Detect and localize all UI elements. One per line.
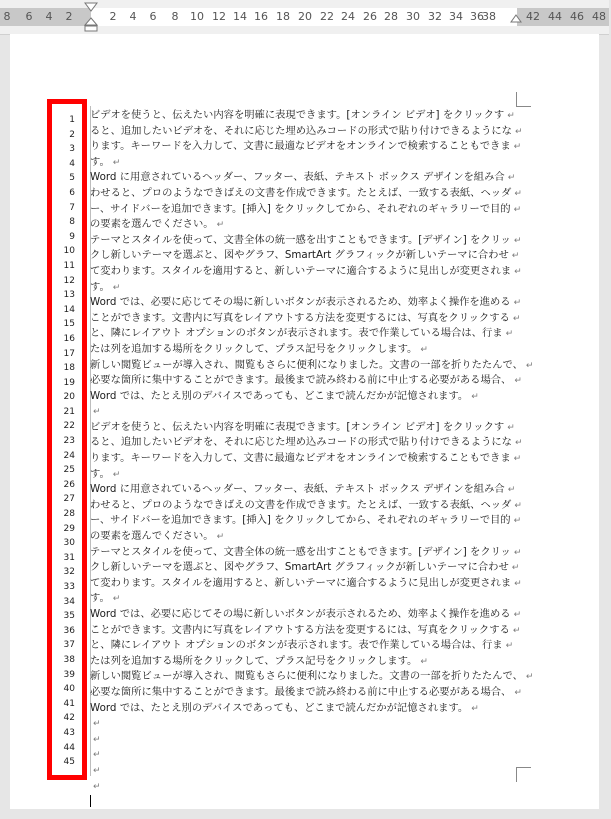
document-line[interactable]	[90, 139, 520, 155]
line-number: 41	[63, 698, 75, 709]
line-number: 44	[63, 742, 75, 753]
document-line[interactable]	[90, 701, 520, 717]
document-line-text: Word に用意されているヘッダー、フッター、表紙、テキスト ボックス デザインを組み合	[90, 483, 505, 496]
line-number: 17	[63, 348, 75, 359]
document-line[interactable]	[90, 280, 520, 296]
ruler-tick-label: 26	[363, 10, 377, 23]
paragraph-mark-icon: ↵	[471, 703, 479, 714]
document-line-text: ことができます。文書内に写真をレイアウトする方法を変更するには、写真をクリックする	[90, 311, 510, 324]
ruler-tick-label: 30	[406, 10, 420, 23]
document-line-text: テーマとスタイルを使って、文書全体の統一感を出すこともできます。[デザイン] をクリッ	[90, 545, 511, 558]
line-number: 36	[63, 625, 75, 636]
document-line-text: Word では、必要に応じてその場に新しいボタンが表示されるため、効率よく操作を進める	[90, 608, 511, 620]
document-line-text: 必要な箇所に集中することができます。最後まで読み終わる前に中止する必要がある場合、	[90, 685, 512, 698]
paragraph-mark-icon: ↵	[512, 313, 521, 324]
paragraph-mark-icon: ↵	[511, 563, 520, 574]
ruler-tick-label: 42	[526, 10, 540, 23]
document-page[interactable]	[10, 34, 599, 809]
document-line[interactable]	[90, 186, 520, 202]
line-number: 33	[63, 582, 75, 592]
document-line-text: て変わります。スタイルを適用すると、新しいテーマに適合するように見出しが変更されま	[90, 576, 512, 589]
document-line-text: ると、追加したいビデオを、それに応じた埋め込みコードの形式で貼り付けできるようにな	[90, 436, 512, 449]
document-line[interactable]	[90, 264, 520, 280]
document-line-text: わせると、プロのようなできばえの文書を作成できます。たとえば、一致する表紙、ヘッダ	[90, 498, 512, 511]
document-line-text: ります。キーワードを入力して、文書に最適なビデオをオンラインで検索することもできま	[90, 140, 511, 153]
document-line[interactable]	[90, 638, 520, 654]
ruler-tick-label: 16	[254, 10, 268, 23]
ruler-tick-label: 24	[341, 10, 355, 23]
line-number: 24	[63, 450, 75, 461]
paragraph-mark-icon: ↵	[93, 734, 101, 745]
ruler-tick-label: 18	[276, 10, 290, 23]
document-line[interactable]	[90, 607, 520, 623]
line-number: 25	[63, 465, 75, 476]
ruler-tick-label: 22	[320, 10, 334, 23]
line-number: 2	[69, 129, 75, 140]
document-line[interactable]	[90, 669, 534, 685]
line-number: 35	[63, 611, 75, 622]
document-line-text: Word では、たとえ別のデバイスであっても、どこまで読んだかが記憶されます。	[90, 389, 469, 402]
document-line-text: と、隣にレイアウト オプションのボタンが表示されます。表で作業している場合は、行ま	[90, 639, 503, 652]
paragraph-mark-icon: ↵	[112, 157, 121, 168]
document-line-text: 必要な箇所に集中することができます。最後まで読み終わる前に中止する必要がある場合、	[90, 374, 512, 387]
text-cursor	[90, 795, 91, 807]
paragraph-mark-icon: ↵	[525, 672, 534, 683]
document-line[interactable]	[90, 170, 520, 186]
document-line[interactable]	[90, 124, 523, 140]
paragraph-mark-icon: ↵	[505, 329, 514, 340]
line-number: 3	[69, 144, 75, 155]
line-number: 45	[63, 757, 75, 768]
document-line[interactable]	[90, 451, 520, 467]
document-line[interactable]	[90, 404, 520, 420]
horizontal-ruler[interactable]	[0, 0, 609, 35]
document-line-text: ると、追加したいビデオを、それに応じた埋め込みコードの形式で貼り付けできるようにな	[90, 124, 512, 137]
document-line-text: Word に用意されているヘッダー、フッター、表紙、テキスト ボックス デザインを組み合	[90, 171, 505, 184]
document-line[interactable]	[90, 716, 520, 732]
document-line-text: Word では、必要に応じてその場に新しいボタンが表示されるため、効率よく操作を進める	[90, 296, 511, 309]
paragraph-mark-icon: ↵	[514, 438, 523, 449]
line-number: 4	[69, 158, 75, 169]
document-line-text: の要素を選んでください。	[90, 530, 214, 543]
line-number: 12	[63, 275, 75, 286]
document-line-text: す。	[90, 467, 110, 480]
line-number: 1	[69, 115, 75, 125]
paragraph-mark-icon: ↵	[514, 500, 522, 511]
paragraph-mark-icon: ↵	[513, 454, 522, 465]
paragraph-mark-icon: ↵	[513, 204, 522, 215]
document-line[interactable]	[90, 295, 520, 311]
paragraph-mark-icon: ↵	[216, 532, 225, 543]
ruler-tick-label: 44	[548, 10, 562, 23]
ruler-tick-label: 2	[65, 10, 73, 23]
line-number-column	[52, 113, 82, 770]
document-line[interactable]	[90, 498, 520, 514]
ruler-tick-label: 2	[109, 10, 117, 23]
document-line-text: ビデオを使うと、伝えたい内容を明確に表現できます。[オンライン ビデオ] をクリックす	[90, 109, 505, 121]
document-line-text: ビデオを使うと、伝えたい内容を明確に表現できます。[オンライン ビデオ] をクリックす	[90, 420, 505, 433]
document-line-text: わせると、プロのようなできばえの文書を作成できます。たとえば、一致する表紙、ヘッダ	[90, 186, 512, 199]
document-line[interactable]	[90, 529, 520, 545]
line-number: 42	[63, 713, 75, 724]
document-line-text: 新しい閲覧ビューが導入され、閲覧もさらに便利になりました。文書の一部を折りたたんで、	[90, 670, 523, 683]
document-line[interactable]	[90, 248, 520, 264]
right-indent-marker[interactable]	[510, 14, 522, 28]
document-line[interactable]	[90, 685, 520, 701]
document-line[interactable]	[90, 779, 520, 795]
document-line-text: ー、サイドバーを追加できます。[挿入] をクリックしてから、それぞれのギャラリーで目的	[90, 514, 511, 527]
crop-mark-top-right	[516, 92, 531, 107]
line-number: 9	[69, 231, 75, 242]
line-number: 23	[63, 436, 75, 447]
ruler-tick-label: 46	[570, 10, 584, 23]
ruler-tick-label: 14	[233, 10, 247, 23]
paragraph-mark-icon: ↵	[514, 687, 522, 698]
paragraph-mark-icon: ↵	[514, 578, 522, 589]
line-number-highlight-box	[47, 99, 87, 780]
ruler-tick-label: 8	[3, 10, 11, 23]
paragraph-mark-icon: ↵	[514, 376, 522, 387]
document-line-text: す。	[90, 592, 110, 605]
document-line[interactable]	[90, 576, 520, 592]
line-number: 6	[69, 187, 75, 198]
paragraph-mark-icon: ↵	[513, 298, 522, 309]
document-line[interactable]	[90, 794, 520, 809]
line-number: 34	[63, 596, 75, 607]
line-number: 11	[63, 260, 75, 271]
paragraph-mark-icon: ↵	[216, 220, 225, 231]
paragraph-mark-icon: ↵	[513, 235, 522, 246]
document-line-text: ことができます。文書内に写真をレイアウトする方法を変更するには、写真をクリックする	[90, 623, 510, 636]
document-line[interactable]	[90, 420, 520, 436]
line-number: 8	[69, 217, 75, 228]
paragraph-mark-icon: ↵	[93, 781, 101, 792]
paragraph-mark-icon: ↵	[93, 765, 101, 776]
first-line-indent-marker[interactable]	[84, 2, 98, 32]
line-number: 32	[63, 567, 75, 578]
document-line-text: の要素を選んでください。	[90, 218, 214, 231]
ruler-tick-label: 36	[470, 10, 484, 23]
document-line[interactable]	[90, 654, 520, 670]
line-number: 43	[63, 727, 75, 738]
document-line[interactable]	[90, 217, 520, 233]
document-line[interactable]	[90, 747, 520, 763]
document-line-text: クし新しいテーマを選ぶと、図やグラフ、SmartArt グラフィックが新しいテーマに合わせ	[90, 561, 509, 574]
ruler-tick-label: 20	[298, 10, 312, 23]
document-body-text[interactable]	[90, 108, 534, 809]
document-line[interactable]	[90, 155, 520, 171]
document-line-text: Word では、たとえ別のデバイスであっても、どこまで読んだかが記憶されます。	[90, 701, 469, 714]
paragraph-mark-icon: ↵	[112, 282, 121, 293]
ruler-tick-label: 4	[129, 10, 137, 23]
document-line[interactable]	[90, 591, 520, 607]
line-number: 31	[63, 552, 75, 563]
line-number: 22	[63, 421, 75, 432]
line-number: 27	[63, 494, 75, 505]
paragraph-mark-icon: ↵	[512, 625, 521, 636]
document-line-text: たは列を追加する場所をクリックして、プラス記号をクリックします。	[90, 654, 418, 667]
paragraph-mark-icon: ↵	[525, 360, 534, 371]
paragraph-mark-icon: ↵	[514, 266, 522, 277]
ruler-tick-label: 8	[171, 10, 179, 23]
paragraph-mark-icon: ↵	[514, 188, 522, 199]
document-line-text: クし新しいテーマを選ぶと、図やグラフ、SmartArt グラフィックが新しいテーマに合わせ	[90, 249, 509, 262]
line-number: 28	[63, 509, 75, 520]
paragraph-mark-icon: ↵	[513, 142, 522, 153]
ruler-tick-label: 32	[428, 10, 442, 23]
line-number: 10	[63, 246, 75, 257]
document-line[interactable]	[90, 435, 523, 451]
line-number: 16	[63, 333, 75, 344]
paragraph-mark-icon: ↵	[507, 485, 516, 496]
line-number: 20	[63, 392, 75, 403]
document-line-text: テーマとスタイルを使って、文書全体の統一感を出すこともできます。[デザイン] をクリッ	[90, 233, 511, 246]
document-line[interactable]	[90, 108, 520, 124]
document-line[interactable]	[90, 560, 520, 576]
line-number: 19	[63, 377, 75, 388]
document-line[interactable]	[90, 233, 520, 249]
ruler-tick-label: 34	[449, 10, 463, 23]
document-line-text: ります。キーワードを入力して、文書に最適なビデオをオンラインで検索することもできま	[90, 452, 511, 465]
document-line[interactable]	[90, 482, 520, 498]
line-number: 5	[69, 173, 75, 184]
document-line[interactable]	[90, 202, 520, 218]
paragraph-mark-icon: ↵	[507, 173, 516, 184]
paragraph-mark-icon: ↵	[511, 251, 520, 262]
document-line[interactable]	[90, 373, 520, 389]
paragraph-mark-icon: ↵	[420, 344, 428, 355]
paragraph-mark-icon: ↵	[471, 391, 479, 402]
line-number: 30	[63, 538, 75, 549]
paragraph-mark-icon: ↵	[507, 111, 515, 121]
document-line[interactable]	[90, 467, 520, 483]
paragraph-mark-icon: ↵	[420, 656, 428, 667]
ruler-tick-label: 28	[384, 10, 398, 23]
document-line[interactable]	[90, 763, 520, 779]
line-number: 39	[63, 669, 75, 680]
document-line-text: 新しい閲覧ビューが導入され、閲覧もさらに便利になりました。文書の一部を折りたたんで、	[90, 358, 523, 371]
paragraph-mark-icon: ↵	[507, 422, 515, 433]
ruler-tick-label: 48	[592, 10, 606, 23]
document-line-text: ー、サイドバーを追加できます。[挿入] をクリックしてから、それぞれのギャラリーで目的	[90, 202, 511, 215]
document-line[interactable]	[90, 545, 520, 561]
paragraph-mark-icon: ↵	[513, 547, 522, 558]
document-line-text: と、隣にレイアウト オプションのボタンが表示されます。表で作業している場合は、行ま	[90, 327, 503, 340]
line-number: 14	[63, 304, 75, 315]
line-number: 38	[63, 654, 75, 665]
paragraph-mark-icon: ↵	[513, 610, 522, 620]
ruler-tick-label: 4	[45, 10, 53, 23]
ruler-tick-label: 38	[482, 10, 496, 23]
paragraph-mark-icon: ↵	[513, 516, 522, 527]
line-number: 29	[63, 523, 75, 534]
paragraph-mark-icon: ↵	[112, 469, 121, 480]
paragraph-mark-icon: ↵	[93, 750, 101, 761]
document-line-text: す。	[90, 280, 110, 293]
document-line[interactable]	[90, 311, 520, 327]
document-line-text: て変わります。スタイルを適用すると、新しいテーマに適合するように見出しが変更されま	[90, 264, 512, 277]
line-number: 21	[63, 406, 75, 417]
ruler-tick-label: 6	[25, 10, 33, 23]
document-line-text: たは列を追加する場所をクリックして、プラス記号をクリックします。	[90, 342, 418, 355]
paragraph-mark-icon: ↵	[112, 594, 121, 605]
paragraph-mark-icon: ↵	[505, 641, 514, 652]
document-line[interactable]	[90, 513, 520, 529]
ruler-tick-label: 6	[149, 10, 157, 23]
paragraph-mark-icon: ↵	[514, 126, 523, 137]
document-line[interactable]	[90, 342, 520, 358]
line-number: 7	[69, 202, 75, 213]
document-line[interactable]	[90, 732, 520, 748]
ruler-tick-label: 12	[212, 10, 226, 23]
line-number: 15	[63, 319, 75, 330]
document-line-text: す。	[90, 155, 110, 168]
line-number: 26	[63, 479, 75, 490]
line-number: 37	[63, 640, 75, 651]
document-line[interactable]	[90, 326, 520, 342]
document-line[interactable]	[90, 389, 520, 405]
document-line[interactable]	[90, 358, 534, 374]
ruler-tick-label: 10	[190, 10, 204, 23]
line-number: 40	[63, 684, 75, 695]
paragraph-mark-icon: ↵	[93, 407, 101, 418]
document-line[interactable]	[90, 623, 520, 639]
line-number: 18	[63, 363, 75, 374]
line-number: 13	[63, 290, 75, 301]
paragraph-mark-icon: ↵	[93, 719, 101, 730]
